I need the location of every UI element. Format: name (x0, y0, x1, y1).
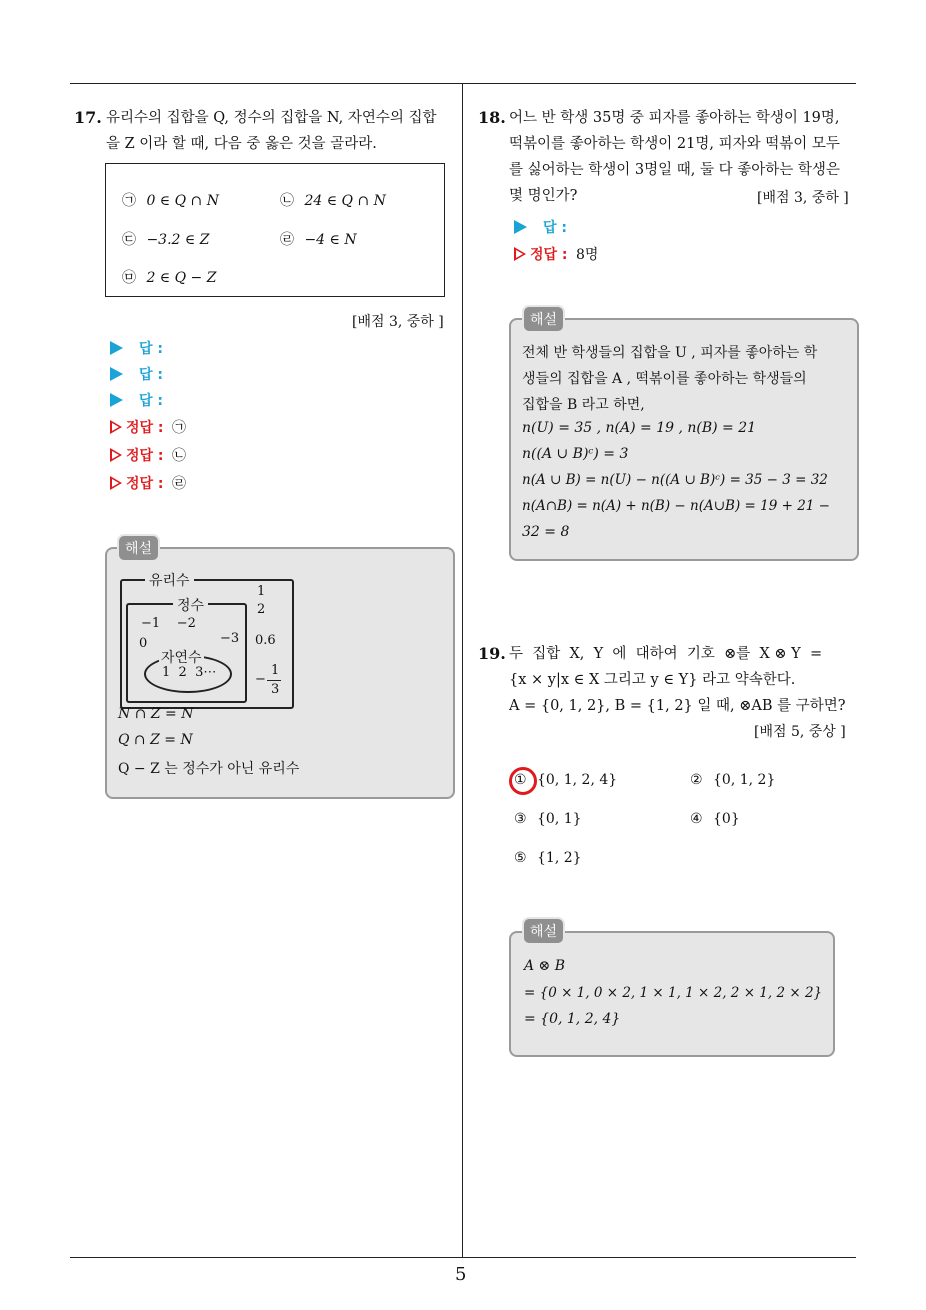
venn-rat-2: 2 (257, 602, 266, 617)
q17-number: 17. (74, 108, 102, 127)
q19-text-line1: 두 집합 X, Y 에 대하여 기호 ⊗를 X ⊗ Y = (509, 646, 823, 662)
q18-answer: 답 : (514, 217, 567, 237)
venn-middle-label: 정수 (173, 595, 208, 615)
q17-expl-line-3: Q − Z 는 정수가 아닌 유리수 (118, 761, 300, 777)
bottom-rule (70, 1257, 856, 1258)
column-divider (462, 83, 463, 1258)
q19-choice-2[interactable]: ② {0, 1, 2} (690, 772, 776, 788)
q18-expl-line-6: n(A ∪ B) = n(U) − n((A ∪ B)ᶜ) = 35 − 3 = 32 (522, 472, 828, 488)
q17-answer-1: 답 : (110, 338, 163, 358)
outline-triangle-icon (514, 247, 526, 261)
q18-text-line2: 떡볶이를 좋아하는 학생이 21명, 피자와 떡볶이 모두 (509, 136, 840, 152)
q17-item-4: ㉣ −4 ∈ N (280, 232, 357, 248)
q17-text-line2: 을 Z 이라 할 때, 다음 중 옳은 것을 골라라. (106, 136, 377, 152)
q17-meta: [배점 3, 중하 ] (352, 314, 444, 330)
q19-choice-3[interactable]: ③ {0, 1} (514, 811, 582, 827)
q17-item-5: ㉤ 2 ∈ Q − Z (122, 270, 217, 286)
play-icon (110, 393, 123, 407)
outline-triangle-icon (110, 448, 122, 462)
q17-correct-2: 정답 : ㉡ (110, 445, 186, 465)
play-icon (514, 220, 527, 234)
q17-item-1: ㉠ 0 ∈ Q ∩ N (122, 193, 219, 209)
q17-item-box (105, 163, 445, 297)
q18-text-line4: 몇 명인가? (509, 188, 578, 204)
q17-expl-tag: 해설 (117, 534, 160, 562)
outline-triangle-icon (110, 476, 122, 490)
q18-expl-line-5: n((A ∪ B)ᶜ) = 3 (522, 446, 629, 462)
q19-expl-line-1: A ⊗ B (524, 958, 566, 974)
outline-triangle-icon (110, 420, 122, 434)
venn-int-neg3: −3 (220, 631, 240, 646)
q19-choice-5[interactable]: ⑤ {1, 2} (514, 850, 582, 866)
q18-expl-tag: 해설 (522, 305, 565, 333)
q17-explanation: 유리수 정수 자연수 1 2 3⋯ −1 −2 0 −3 1 2 0.6 − 1 3 N ∩ Z = N Q ∩ Z = N Q − Z 는 정수가 아닌 유리수 (105, 547, 455, 799)
play-icon (110, 341, 123, 355)
venn-outer-label: 유리수 (145, 570, 194, 590)
q19-choice-4[interactable]: ④ {0} (690, 811, 740, 827)
q18-text-line3: 를 싫어하는 학생이 3명일 때, 둘 다 좋아하는 학생은 (509, 162, 840, 178)
q19-choice-1[interactable]: ① {0, 1, 2, 4} (514, 772, 617, 788)
q18-number: 18. (478, 108, 506, 127)
q17-correct-3: 정답 : ㉣ (110, 473, 186, 493)
venn-int-zero: 0 (139, 636, 148, 651)
q17-answer-3: 답 : (110, 390, 163, 410)
q19-expl-tag: 해설 (522, 917, 565, 945)
q17-answer-2: 답 : (110, 364, 163, 384)
venn-inner-label: 자연수 (159, 647, 204, 667)
q19-text-line2: {x × y|x ∈ X 그리고 y ∈ Y} 라고 약속한다. (509, 672, 796, 688)
q17-correct-1: 정답 : ㉠ (110, 417, 186, 437)
q18-correct: 정답 : 8명 (514, 244, 598, 264)
venn-inner-values: 1 2 3⋯ (162, 665, 217, 680)
q18-expl-line-2: 생들의 집합을 A , 떡볶이를 좋아하는 학생들의 (522, 371, 807, 387)
q19-expl-line-2: = {0 × 1, 0 × 2, 1 × 1, 1 × 2, 2 × 1, 2 × 2} (524, 985, 823, 1001)
q18-expl-line-3: 집합을 B 라고 하면, (522, 397, 645, 413)
q18-text-line1: 어느 반 학생 35명 중 피자를 좋아하는 학생이 19명, (509, 110, 840, 126)
q17-expl-line-1: N ∩ Z = N (118, 706, 194, 722)
q18-expl-line-4: n(U) = 35 , n(A) = 19 , n(B) = 21 (522, 420, 757, 436)
q18-meta: [배점 3, 중하 ] (757, 190, 849, 206)
page-number: 5 (455, 1264, 467, 1285)
play-icon (110, 367, 123, 381)
q18-explanation (509, 318, 859, 561)
venn-rat-3: 0.6 (255, 633, 276, 648)
q19-number: 19. (478, 644, 506, 663)
q19-text-line3: A = {0, 1, 2}, B = {1, 2} 일 때, ⊗AB 를 구하면? (509, 698, 846, 714)
q19-explanation (509, 931, 835, 1057)
top-rule (70, 83, 856, 84)
q19-expl-line-3: = {0, 1, 2, 4} (524, 1011, 621, 1027)
q17-item-3: ㉢ −3.2 ∈ Z (122, 232, 210, 248)
q19-meta: [배점 5, 중상 ] (754, 724, 846, 740)
q17-expl-line-2: Q ∩ Z = N (118, 732, 193, 748)
q18-expl-line-7: n(A∩B) = n(A) + n(B) − n(A∪B) = 19 + 21 − (522, 498, 830, 514)
q17-text-line1: 유리수의 집합을 Q, 정수의 집합을 N, 자연수의 집합 (106, 110, 437, 126)
q17-item-2: ㉡ 24 ∈ Q ∩ N (280, 193, 386, 209)
q18-expl-line-1: 전체 반 학생들의 집합을 U , 피자를 좋아하는 학 (522, 345, 818, 361)
venn-int-values: −1 −2 (141, 616, 196, 631)
venn-rat-1: 1 (257, 584, 266, 599)
selected-circle-mark (509, 767, 537, 795)
q18-expl-line-8: 32 = 8 (522, 524, 570, 540)
